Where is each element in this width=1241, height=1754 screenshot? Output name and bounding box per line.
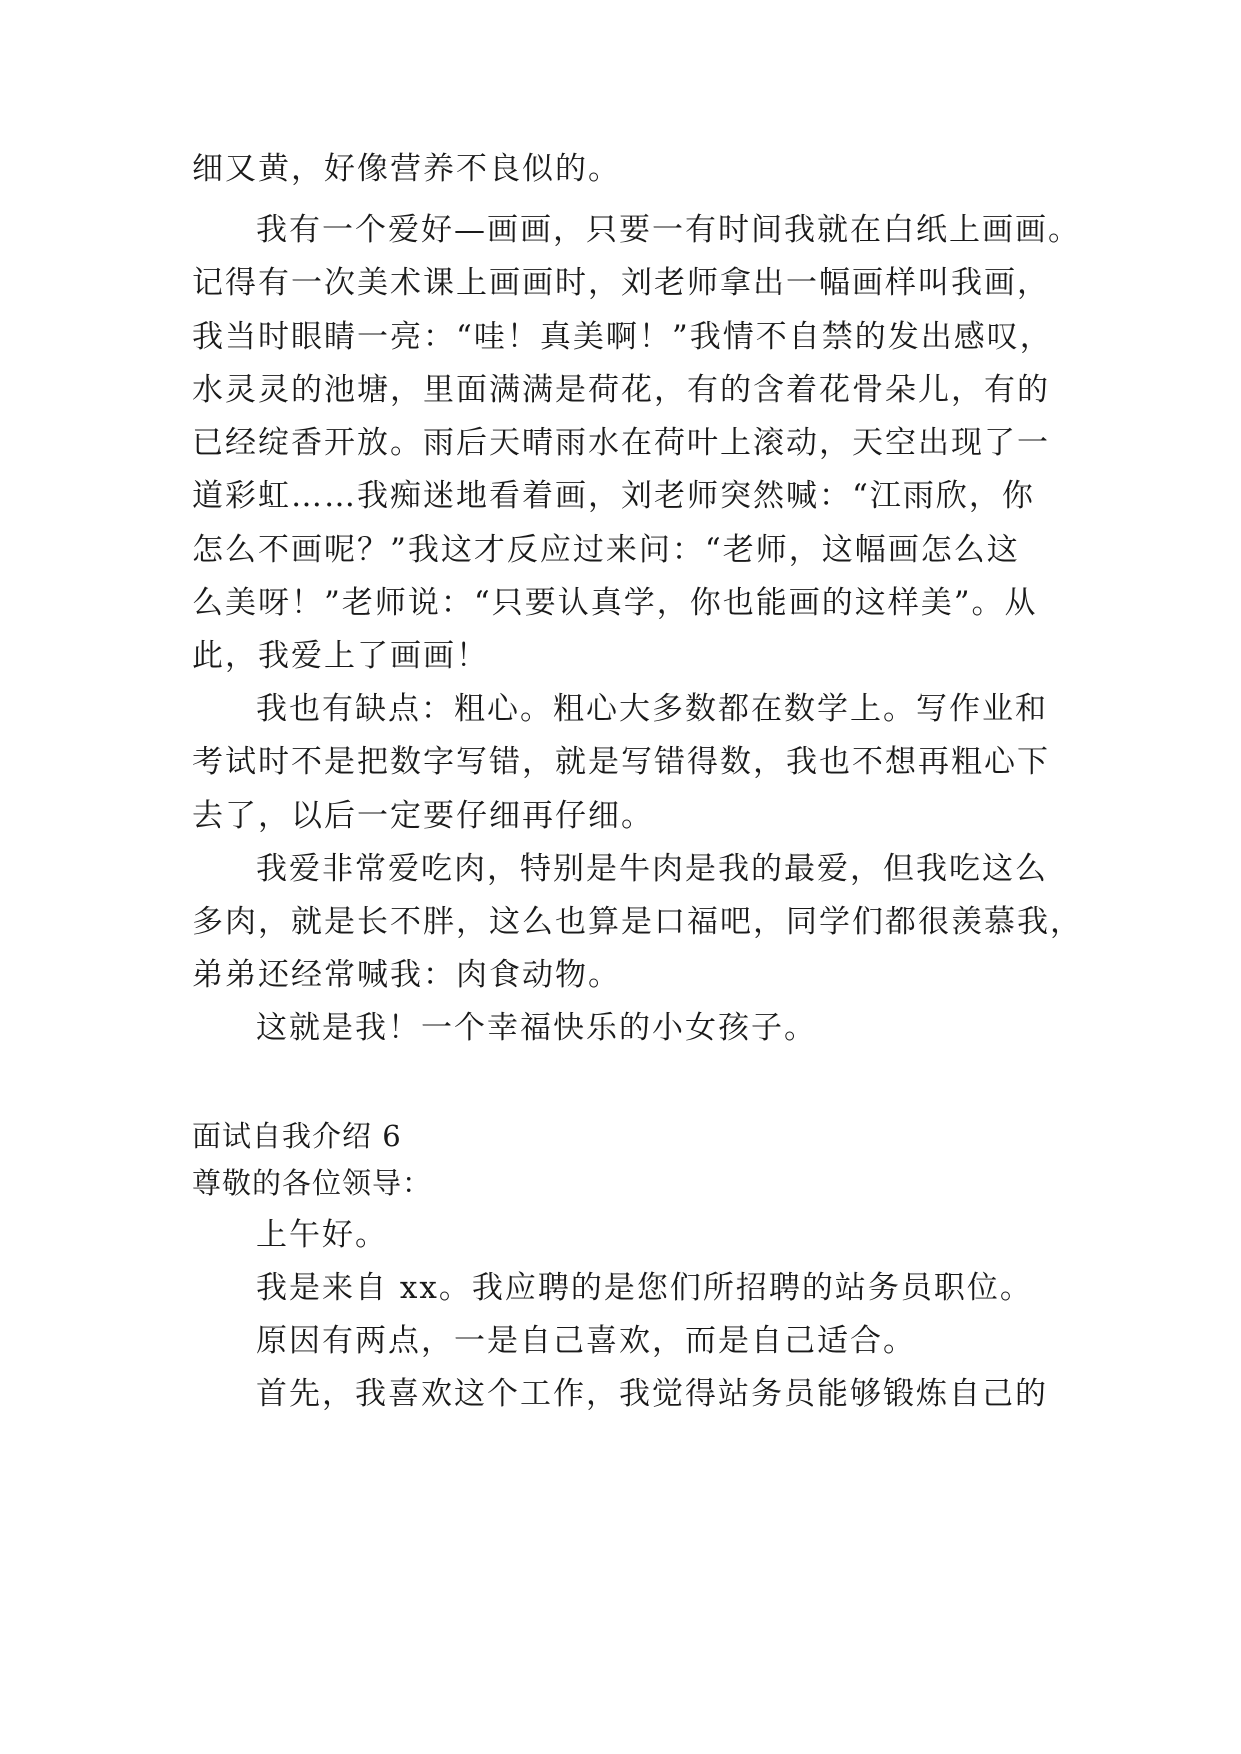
paragraph-line: 上午好。 xyxy=(256,1217,388,1253)
paragraph-line: 我也有缺点：粗心。粗心大多数都在数学上。写作业和 xyxy=(256,691,1048,727)
paragraph-line: 道彩虹……我痴迷地看着画，刘老师突然喊：“江雨欣，你 xyxy=(192,478,1035,514)
paragraph-line: 我爱非常爱吃肉，特别是牛肉是我的最爱，但我吃这么 xyxy=(256,851,1048,887)
paragraph-line: 已经绽香开放。雨后天晴雨水在荷叶上滚动，天空出现了一 xyxy=(192,425,1050,461)
paragraph-line: 水灵灵的池塘，里面满满是荷花，有的含着花骨朵儿，有的 xyxy=(192,372,1050,408)
paragraph-line: 记得有一次美术课上画画时，刘老师拿出一幅画样叫我画， xyxy=(192,265,1050,301)
paragraph-line: 弟弟还经常喊我：肉食动物。 xyxy=(192,957,621,993)
paragraph-line: 我当时眼睛一亮：“哇！真美啊！”我情不自禁的发出感叹， xyxy=(192,319,1053,355)
paragraph-line: 去了，以后一定要仔细再仔细。 xyxy=(192,798,654,834)
section-title: 面试自我介绍 6 xyxy=(192,1119,402,1153)
salutation: 尊敬的各位领导： xyxy=(192,1166,433,1200)
paragraph-line: 我有一个爱好—画画，只要一有时间我就在白纸上画画。 xyxy=(256,212,1081,248)
paragraph-line: 怎么不画呢？”我这才反应过来问：“老师，这幅画怎么这 xyxy=(192,532,1020,568)
paragraph-line: 首先，我喜欢这个工作，我觉得站务员能够锻炼自己的 xyxy=(256,1376,1048,1412)
paragraph-line: 多肉，就是长不胖，这么也算是口福吧，同学们都很羡慕我， xyxy=(192,904,1083,940)
paragraph-line: 此，我爱上了画画！ xyxy=(192,638,489,674)
paragraph-line: 这就是我！一个幸福快乐的小女孩子。 xyxy=(256,1010,817,1046)
paragraph-line: 我是来自 xx。我应聘的是您们所招聘的站务员职位。 xyxy=(256,1270,1033,1306)
paragraph-line: 么美呀！”老师说：“只要认真学，你也能画的这样美”。从 xyxy=(192,585,1038,621)
paragraph-line: 细又黄，好像营养不良似的。 xyxy=(192,151,621,187)
paragraph-line: 考试时不是把数字写错，就是写错得数，我也不想再粗心下 xyxy=(192,744,1050,780)
paragraph-line: 原因有两点，一是自己喜欢，而是自己适合。 xyxy=(256,1323,916,1359)
